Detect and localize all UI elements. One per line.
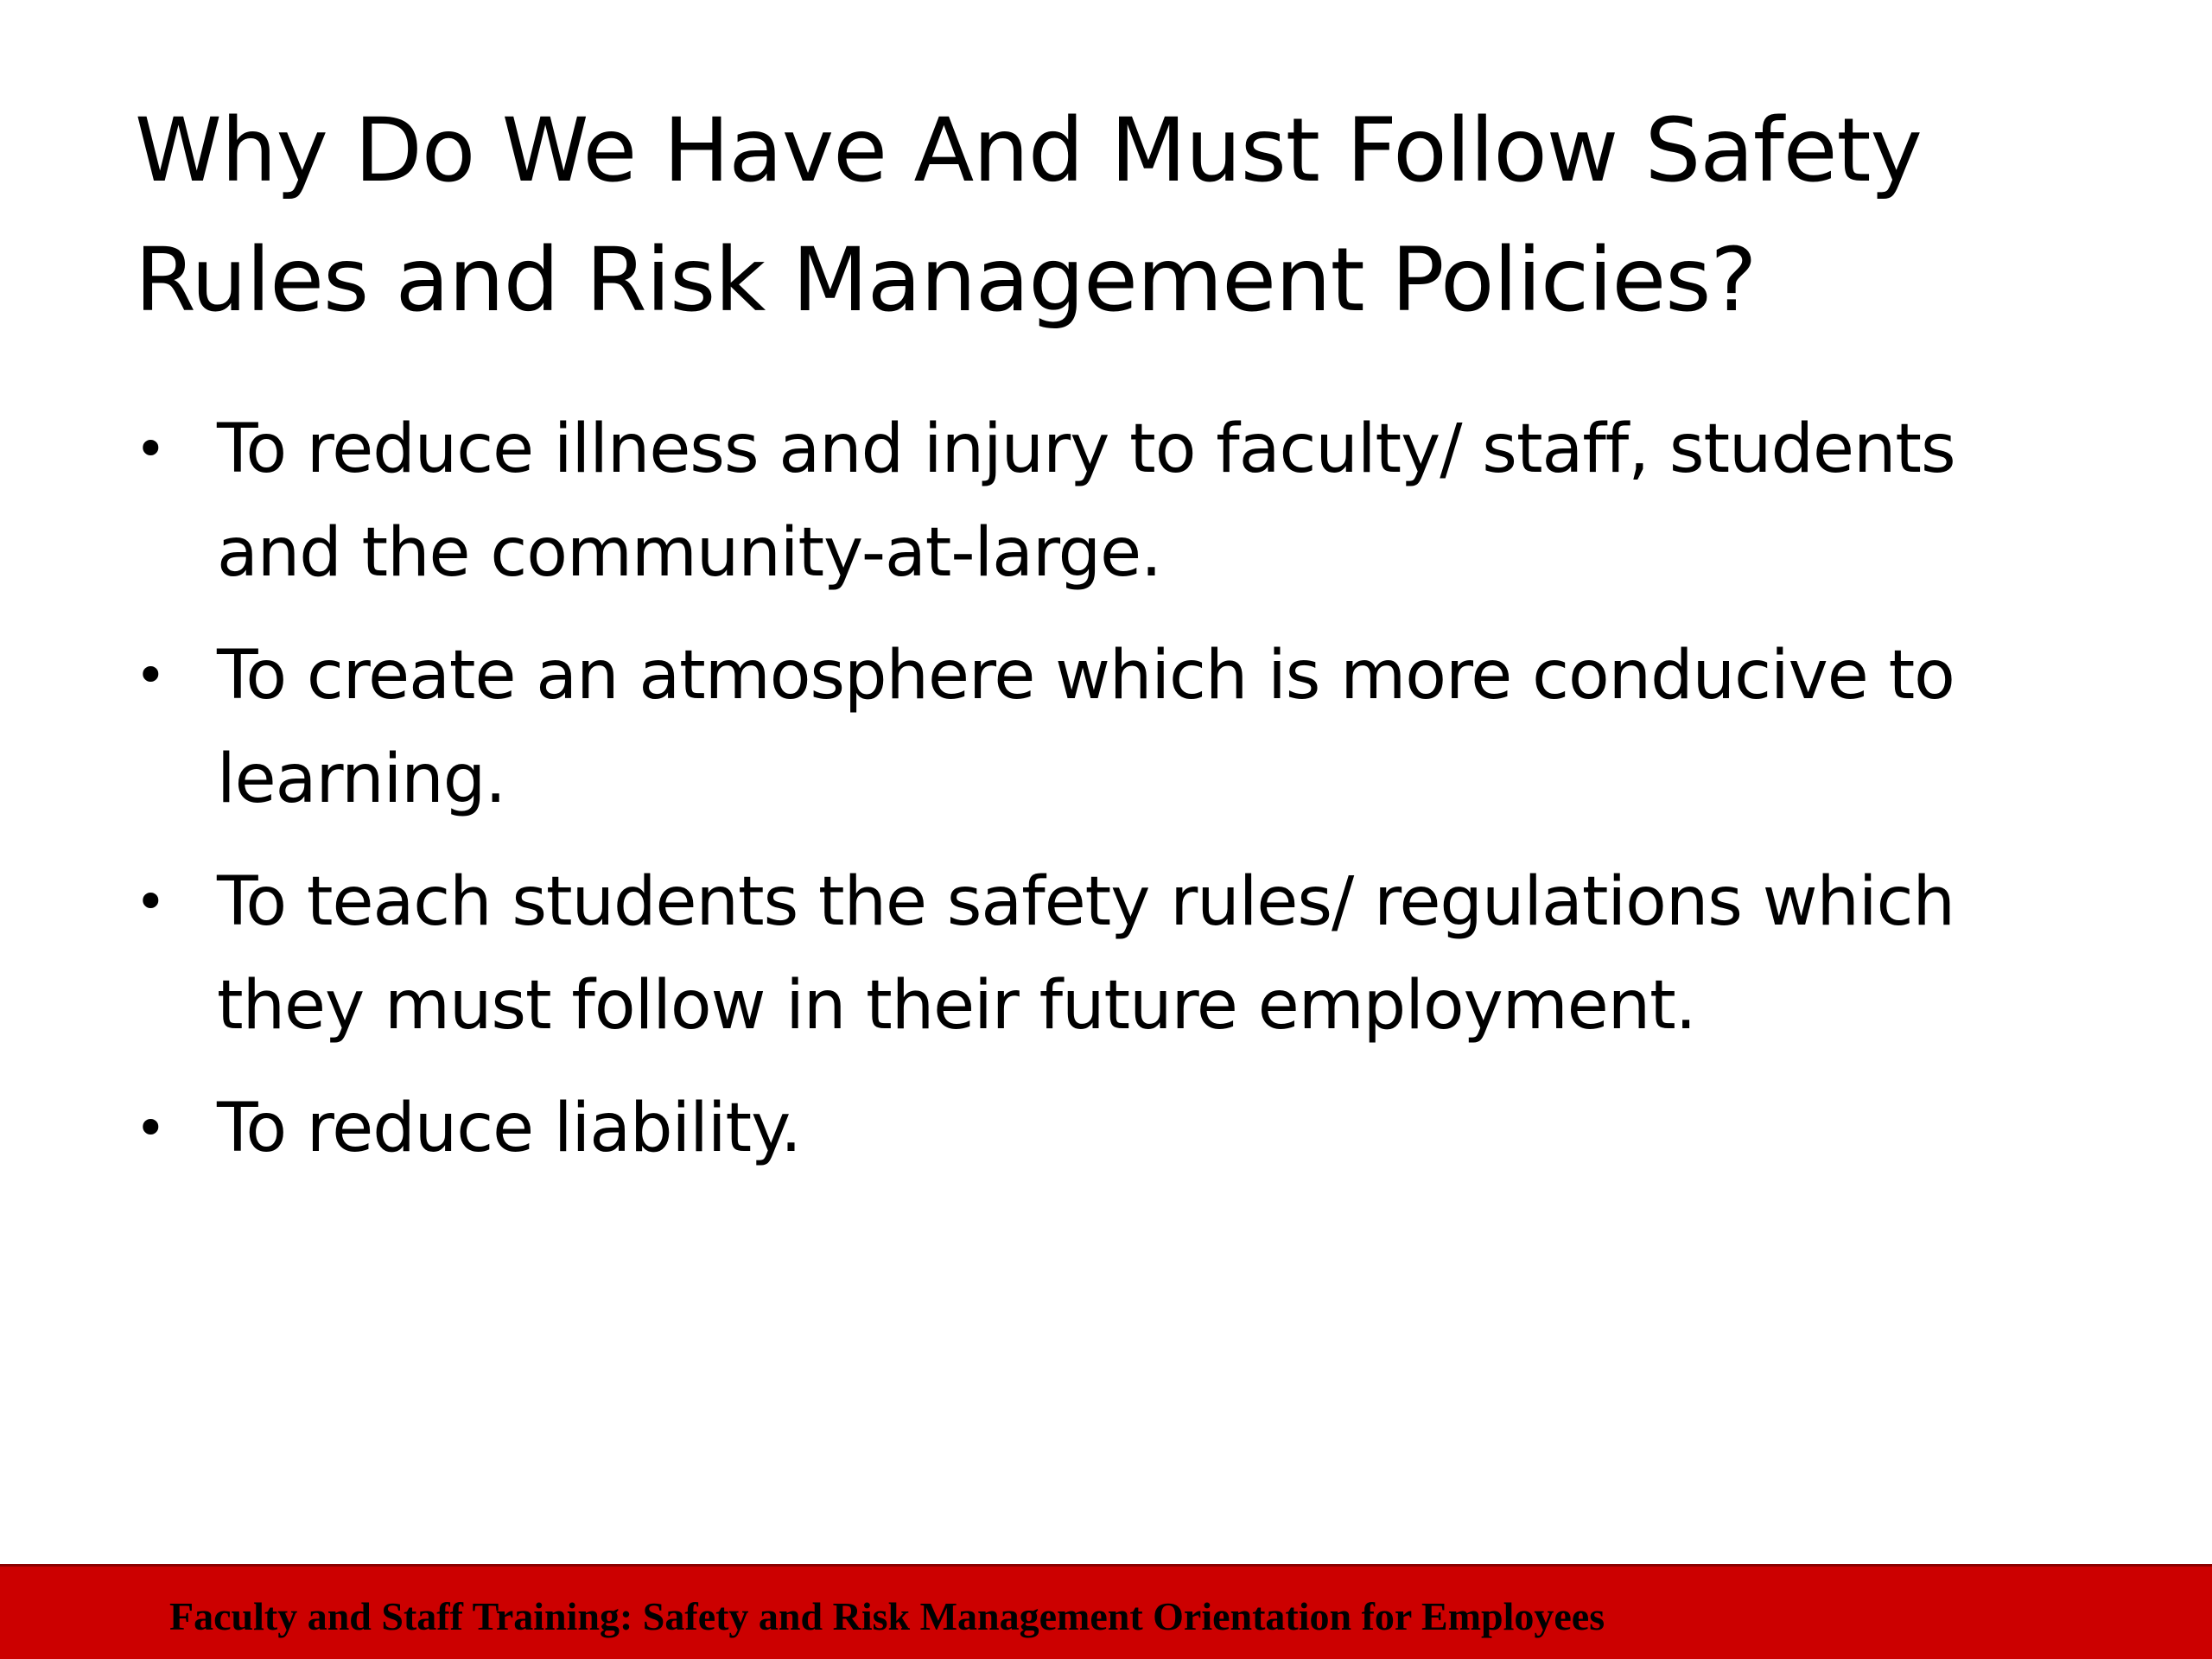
bullet-item xyxy=(135,1077,2088,1180)
footer-text: Faculty and Staff Training: Safety and Risk Management Orientation for Employees xyxy=(169,1594,1605,1638)
bullet-dot-icon: • xyxy=(135,417,166,480)
bullet-list xyxy=(135,397,2088,1199)
bullet-text: To teach students the safety rules/ regulations which they must follow in their future employment. xyxy=(217,863,1955,1045)
slide-title: Why Do We Have And Must Follow Safety Rules and Risk Management Policies? xyxy=(135,99,1922,332)
bullet-text: To create an atmosphere which is more conducive to learning. xyxy=(217,637,1955,818)
bullet-text: To reduce liability. xyxy=(217,1090,801,1167)
bullet-dot-icon: • xyxy=(135,1096,166,1160)
footer-bar xyxy=(0,1564,2212,1659)
bullet-item xyxy=(135,624,2088,831)
bullet-dot-icon: • xyxy=(135,870,166,933)
bullet-item xyxy=(135,850,2088,1058)
bullet-item xyxy=(135,397,2088,605)
bullet-text: To reduce illness and injury to faculty/ staff, students and the community-at-large. xyxy=(217,410,1955,592)
bullet-dot-icon: • xyxy=(135,644,166,707)
